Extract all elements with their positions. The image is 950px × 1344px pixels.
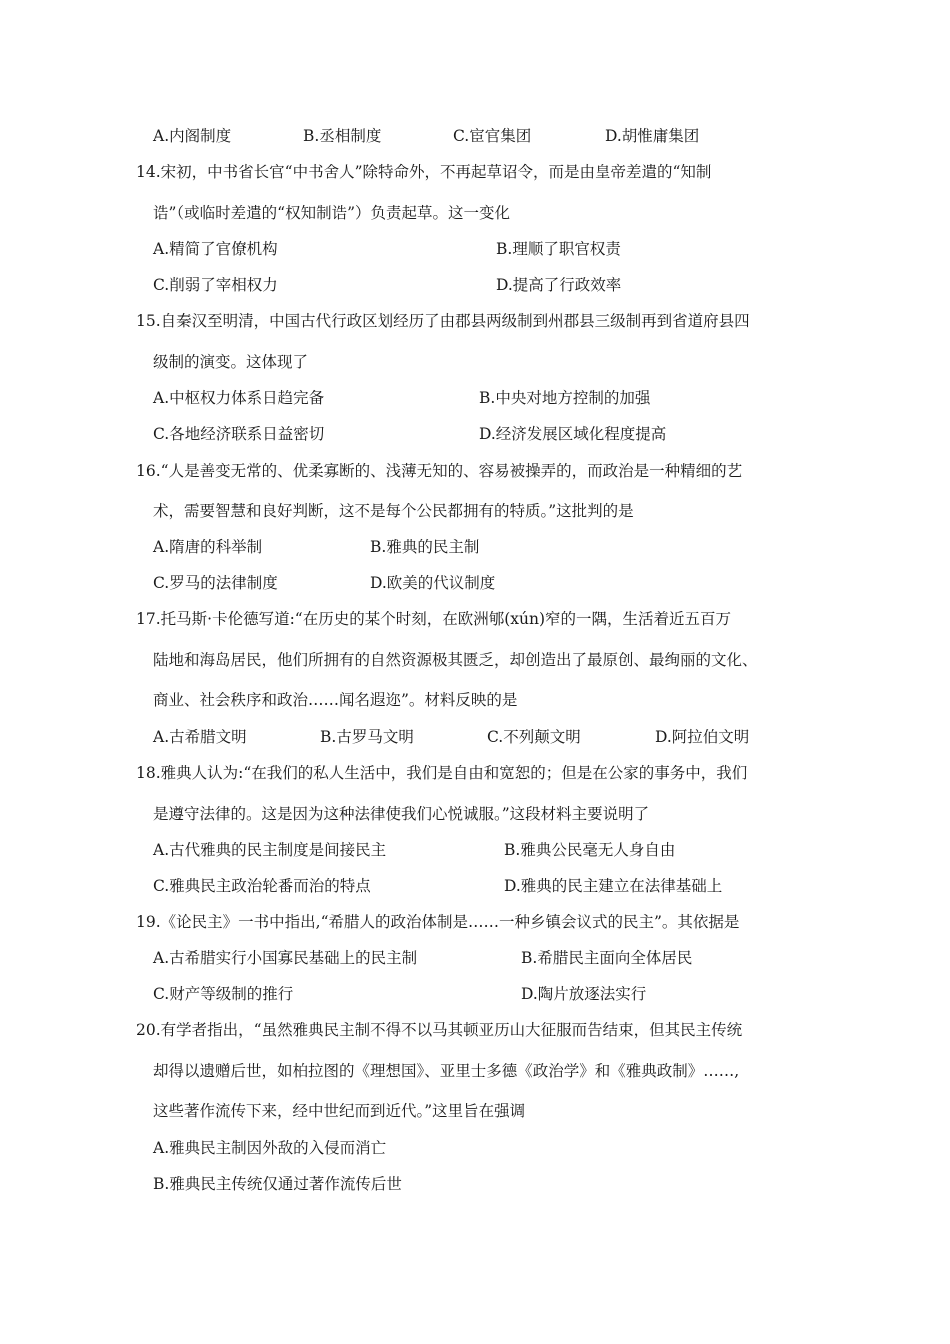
q18-stem-line-2: 是遵守法律的。这是因为这种法律使我们心悦诚服。”这段材料主要说明了 <box>153 805 650 823</box>
q16-stem-line-1: 16.“人是善变无常的、优柔寡断的、浅薄无知的、容易被操弄的，而政治是一种精细的艺 <box>136 462 743 480</box>
q20-stem-line-3: 这些著作流传下来，经中世纪而到近代。”这里旨在强调 <box>153 1102 526 1120</box>
q18-option-b[interactable]: B.雅典公民毫无人身自由 <box>504 841 676 859</box>
q17-stem-line-1: 17.托马斯·卡伦德写道:“在历史的某个时刻，在欧洲郇(xún)窄的一隅，生活着近五百万 <box>136 610 732 628</box>
q16-stem-line-2: 术，需要智慧和良好判断，这不是每个公民都拥有的特质。”这批判的是 <box>153 502 634 520</box>
q18-option-d[interactable]: D.雅典的民主建立在法律基础上 <box>504 877 723 895</box>
q13-option-c[interactable]: C.宦官集团 <box>453 127 532 145</box>
q18-option-a[interactable]: A.古代雅典的民主制度是间接民主 <box>153 841 387 859</box>
q17-stem-line-2: 陆地和海岛居民，他们所拥有的自然资源极其匮乏，却创造出了最原创、最绚丽的文化、 <box>153 651 758 669</box>
q15-stem-line-1: 15.自秦汉至明清，中国古代行政区划经历了由郡县两级制到州郡县三级制再到省道府县四 <box>136 312 750 330</box>
q13-option-a[interactable]: A.内阁制度 <box>153 127 232 145</box>
q15-option-c[interactable]: C.各地经济联系日益密切 <box>153 425 325 443</box>
q13-option-b[interactable]: B.丞相制度 <box>303 127 382 145</box>
q15-option-b[interactable]: B.中央对地方控制的加强 <box>479 389 651 407</box>
q19-option-d[interactable]: D.陶片放逐法实行 <box>521 985 647 1003</box>
q16-option-b[interactable]: B.雅典的民主制 <box>370 538 480 556</box>
q20-stem-line-1: 20.有学者指出，“虽然雅典民主制不得不以马其顿亚历山大征服而告结束，但其民主传统 <box>136 1021 743 1039</box>
q14-stem-line-2: 诰”（或临时差遣的“权知制诰”）负责起草。这一变化 <box>153 204 511 222</box>
q18-option-c[interactable]: C.雅典民主政治轮番而治的特点 <box>153 877 371 895</box>
q16-option-c[interactable]: C.罗马的法律制度 <box>153 574 278 592</box>
q18-stem-line-1: 18.雅典人认为:“在我们的私人生活中，我们是自由和宽恕的；但是在公家的事务中，我们 <box>136 764 748 782</box>
q16-option-a[interactable]: A.隋唐的科举制 <box>153 538 263 556</box>
q20-stem-line-2: 却得以遗赠后世，如柏拉图的《理想国》、亚里士多德《政治学》和《雅典政制》……, <box>153 1062 740 1080</box>
q17-option-d[interactable]: D.阿拉伯文明 <box>655 728 750 746</box>
q15-option-a[interactable]: A.中枢权力体系日趋完备 <box>153 389 325 407</box>
q14-option-d[interactable]: D.提高了行政效率 <box>496 276 622 294</box>
q16-option-d[interactable]: D.欧美的代议制度 <box>370 574 496 592</box>
q17-stem-line-3: 商业、社会秩序和政治……闻名遐迩”。材料反映的是 <box>153 691 518 709</box>
q14-option-c[interactable]: C.削弱了宰相权力 <box>153 276 278 294</box>
q19-option-b[interactable]: B.希腊民主面向全体居民 <box>521 949 693 967</box>
q20-option-a[interactable]: A.雅典民主制因外敌的入侵而消亡 <box>153 1139 387 1157</box>
q17-option-a[interactable]: A.古希腊文明 <box>153 728 247 746</box>
q17-option-b[interactable]: B.古罗马文明 <box>320 728 414 746</box>
q19-option-c[interactable]: C.财产等级制的推行 <box>153 985 294 1003</box>
q20-option-b[interactable]: B.雅典民主传统仅通过著作流传后世 <box>153 1175 402 1193</box>
q13-option-d[interactable]: D.胡惟庸集团 <box>605 127 700 145</box>
q14-stem-line-1: 14.宋初，中书省长官“中书舍人”除特命外，不再起草诏令，而是由皇帝差遣的“知制 <box>136 163 712 181</box>
q19-option-a[interactable]: A.古希腊实行小国寡民基础上的民主制 <box>153 949 418 967</box>
q14-option-a[interactable]: A.精简了官僚机构 <box>153 240 278 258</box>
q14-option-b[interactable]: B.理顺了职官权责 <box>496 240 621 258</box>
q15-stem-line-2: 级制的演变。这体现了 <box>153 353 309 371</box>
q15-option-d[interactable]: D.经济发展区域化程度提高 <box>479 425 667 443</box>
q17-option-c[interactable]: C.不列颠文明 <box>487 728 581 746</box>
q19-stem-line-1: 19.《论民主》一书中指出,“希腊人的政治体制是……一种乡镇会议式的民主”。其依据是 <box>136 913 740 931</box>
